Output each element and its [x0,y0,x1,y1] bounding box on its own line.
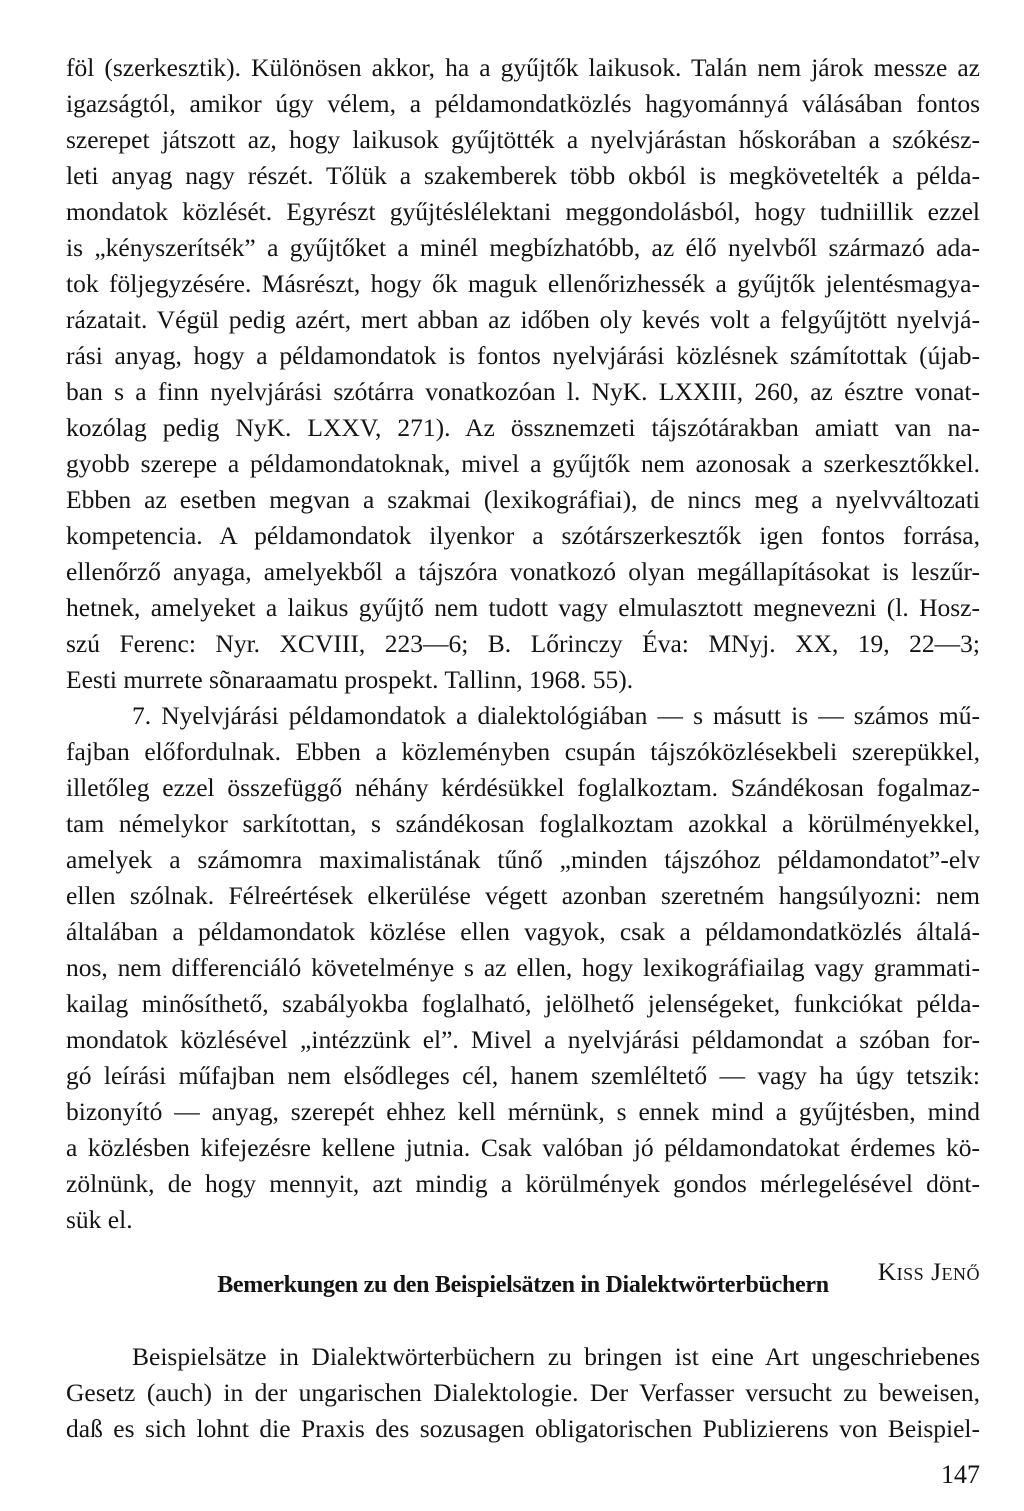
summary-heading: Bemerkungen zu den Beispielsätzen in Dialektwörterbüchern [217,1272,829,1298]
text-line: kailag minősíthető, szabályokba foglalható, jelölhető jelenségeket, funkciókat példa- [66,989,980,1018]
text-line: szú Ferenc: Nyr. XCVIII, 223—6; B. Lőrinczy Éva: MNyj. XX, 19, 22—3; [66,629,980,658]
text-line: mondatok közlését. Egyrészt gyűjtéslélektani meggondolásból, hogy tudniillik ezzel [66,197,980,226]
paragraph-6-continued [66,50,980,698]
text-line: daß es sich lohnt die Praxis des sozusagen obligatorischen Publizierens von Beispiel- [66,1414,980,1443]
text-line: föl (szerkesztik). Különösen akkor, ha a gyűjtők laikusok. Talán nem járok messze az [66,53,980,82]
paragraph-7 [66,698,980,1238]
summary-paragraph [66,1339,980,1447]
text-line: Gesetz (auch) in der ungarischen Dialektologie. Der Verfasser versucht zu beweisen, [66,1378,980,1407]
text-line: általában a példamondatok közlése ellen vagyok, csak a példamondatközlés általá- [66,917,980,946]
text-line: kozólag pedig NyK. LXXV, 271). Az össznemzeti tájszótárakban amiatt van na- [66,413,980,442]
text-line: kompetencia. A példamondatok ilyenkor a szótárszerkesztők igen fontos forrása, [66,521,980,550]
text-line: ellenőrző anyaga, amelyekből a tájszóra vonatkozó olyan megállapításokat is leszűr- [66,557,980,586]
text-line: fajban előfordulnak. Ebben a közleményben csupán tájszóközlésekbeli szerepükkel, [66,737,980,766]
text-line: a közlésben kifejezésre kellene jutnia. Csak valóban jó példamondatokat érdemes kö- [66,1133,980,1162]
text-line: illetőleg ezzel összefüggő néhány kérdésükkel foglalkoztam. Szándékosan fogalmaz- [66,773,980,802]
text-line: Ebben az esetben megvan a szakmai (lexikográfiai), de nincs meg a nyelvváltozati [66,485,980,514]
text-line: zölnünk, de hogy mennyit, azt mindig a körülmények gondos mérlegelésével dönt- [66,1169,980,1198]
page-number: 147 [941,1460,980,1489]
text-line: hetnek, amelyeket a laikus gyűjtő nem tudott vagy elmulasztott megnevezni (l. Hosz- [66,593,980,622]
text-line: Eesti murrete sõnaraamatu prospekt. Tallinn, 1968. 55). [66,665,634,694]
text-line: rázatait. Végül pedig azért, mert abban az időben oly kevés volt a felgyűjtött nyelvjá- [66,305,980,334]
text-line: szerepet játszott az, hogy laikusok gyűjtötték a nyelvjárástan hőskorában a szókész- [66,125,980,154]
text-line: ellen szólnak. Félreértések elkerülése végett azonban szeretném hangsúlyozni: nem [66,881,980,910]
text-line: tam némelykor sarkítottan, s szándékosan foglalkoztam azokkal a körülményekkel, [66,809,980,838]
summary-body [66,1339,980,1447]
text-line: 7. Nyelvjárási példamondatok a dialektológiában — s másutt is — számos mű- [132,701,980,730]
text-line: gyobb szerepe a példamondatoknak, mivel a gyűjtők nem azonosak a szerkesztőkkel. [66,449,980,478]
article-body [66,50,980,1290]
text-line: rási anyag, hogy a példamondatok is fontos nyelvjárási közlésnek számítottak (újab- [66,341,980,370]
text-line: is „kényszerítsék” a gyűjtőket a minél megbízhatóbb, az élő nyelvből származó ada- [66,233,980,262]
text-line: nos, nem differenciáló követelménye s az ellen, hogy lexikográfiailag vagy grammati- [66,953,980,982]
text-line: mondatok közlésével „intézzünk el”. Mivel a nyelvjárási példamondat a szóban for- [66,1025,980,1054]
text-line: sük el. [66,1205,133,1234]
text-line: bizonyító — anyag, szerepét ehhez kell mérnünk, s ennek mind a gyűjtésben, mind [66,1097,980,1126]
text-line: leti anyag nagy részét. Tőlük a szakemberek több okból is megkövetelték a példa- [66,161,980,190]
text-line: tok följegyzésére. Másrészt, hogy ők maguk ellenőrizhessék a gyűjtők jelentésmagya- [66,269,980,298]
text-line: gó leírási műfajban nem elsődleges cél, hanem szemléltető — vagy ha úgy tetszik: [66,1061,980,1090]
text-line: amelyek a számomra maximalistának tűnő „minden tájszóhoz példamondatot”-elv [66,845,980,874]
text-line: ban s a finn nyelvjárási szótárra vonatkozóan l. NyK. LXXIII, 260, az észtre vonat- [66,377,980,406]
author-signature: Kiss Jenő [877,1257,980,1286]
text-line: igazságtól, amikor úgy vélem, a példamondatközlés hagyománnyá válásában fontos [66,89,980,118]
text-line: Beispielsätze in Dialektwörterbüchern zu bringen ist eine Art ungeschriebenes [132,1342,980,1371]
